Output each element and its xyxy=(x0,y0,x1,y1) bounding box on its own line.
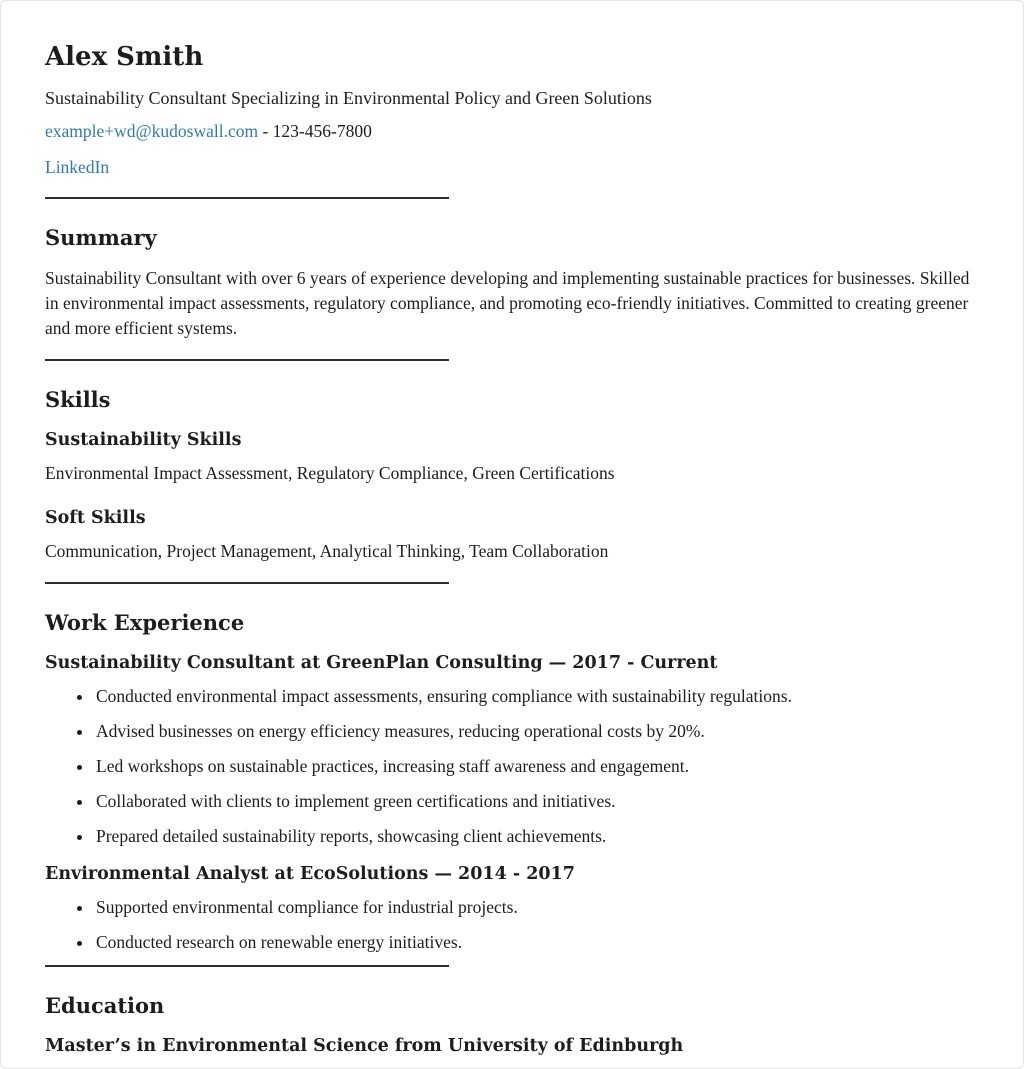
job-bullet: • Prepared detailed sustainability reports, showcasing client achievements. xyxy=(94,824,979,849)
education-heading: Education xyxy=(45,993,165,1018)
section-divider xyxy=(45,965,449,967)
person-title: Sustainability Consultant Specializing in Environmental Policy and Green Solutions xyxy=(45,88,652,108)
skill-group-sustainability xyxy=(45,428,979,486)
job-bullet: • Conducted environmental impact assessments, ensuring compliance with sustainability regulations. xyxy=(94,684,979,709)
job-bullet: • Supported environmental compliance for industrial projects. xyxy=(94,895,979,920)
work-experience-section xyxy=(45,609,979,955)
education-section xyxy=(45,992,979,1058)
phone-number: 123-456-7800 xyxy=(272,121,372,141)
skill-group-soft xyxy=(45,506,979,564)
linkedin-link[interactable]: LinkedIn xyxy=(45,157,110,177)
job-bullet: • Advised businesses on energy efficiency measures, reducing operational costs by 20%. xyxy=(94,719,979,744)
job-bullet-list xyxy=(45,684,979,849)
education-entry xyxy=(45,1034,979,1058)
section-divider xyxy=(45,197,449,199)
job-bullet-list xyxy=(45,895,979,955)
job-title: Sustainability Consultant at GreenPlan Consulting — 2017 - Current xyxy=(45,653,718,673)
section-divider xyxy=(45,582,449,584)
linkedin-line xyxy=(45,155,979,179)
job-bullet: • Conducted research on renewable energy initiatives. xyxy=(94,930,979,955)
summary-text: Sustainability Consultant with over 6 years of experience developing and implementing sustainable practices for businesses. Skilled in environmental impact assessments, regulatory compliance, and promoting eco-friendly initiatives. Committed to creating greener and more efficient systems. xyxy=(45,268,970,338)
contact-line xyxy=(45,119,979,143)
email-link[interactable]: example+wd@kudoswall.com xyxy=(45,121,259,141)
job-entry xyxy=(45,862,979,955)
section-divider xyxy=(45,359,449,361)
skill-group-items: Environmental Impact Assessment, Regulatory Compliance, Green Certifications xyxy=(45,463,615,483)
skill-group-label: Sustainability Skills xyxy=(45,430,242,450)
summary-section xyxy=(45,224,979,341)
skills-section xyxy=(45,386,979,564)
job-bullet: • Collaborated with clients to implement green certifications and initiatives. xyxy=(94,789,979,814)
person-name: Alex Smith xyxy=(45,42,204,72)
skill-group-items: Communication, Project Management, Analytical Thinking, Team Collaboration xyxy=(45,541,609,561)
contact-separator: - xyxy=(258,121,273,141)
summary-heading: Summary xyxy=(45,225,157,250)
job-title: Environmental Analyst at EcoSolutions — 2014 - 2017 xyxy=(45,864,575,884)
skill-group-label: Soft Skills xyxy=(45,508,146,528)
skills-heading: Skills xyxy=(45,387,111,412)
resume-header xyxy=(45,41,979,179)
job-bullet: • Led workshops on sustainable practices, increasing staff awareness and engagement. xyxy=(94,754,979,779)
work-experience-heading: Work Experience xyxy=(45,610,245,635)
education-degree: Master’s in Environmental Science from University of Edinburgh xyxy=(45,1036,684,1056)
job-entry xyxy=(45,651,979,849)
